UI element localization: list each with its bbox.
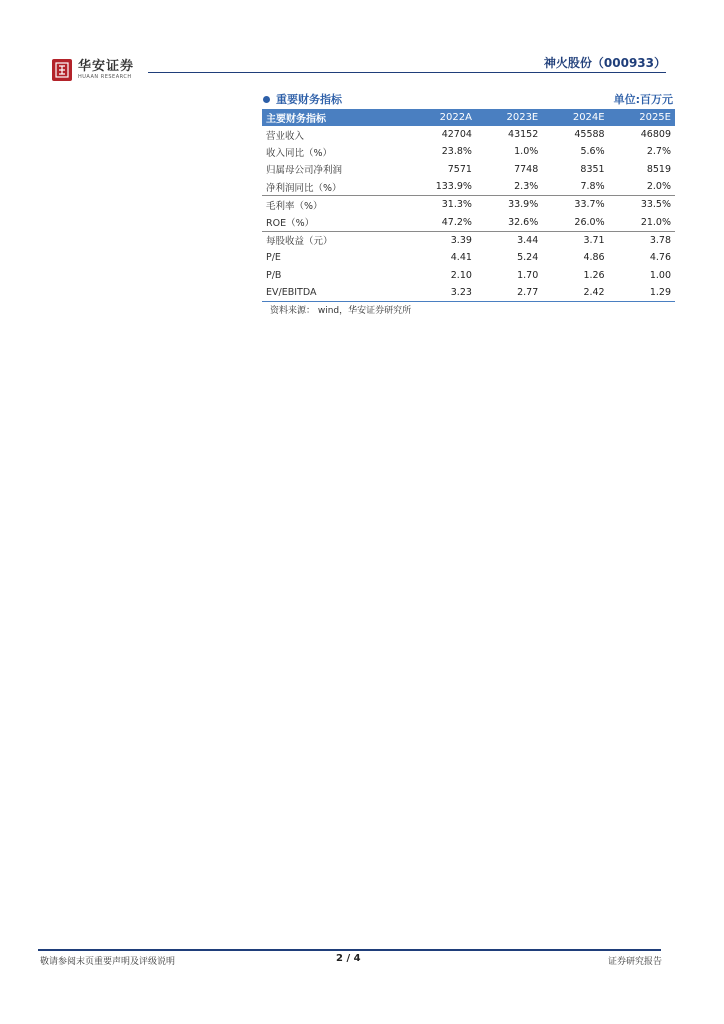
- table-cell: 45588: [574, 129, 605, 141]
- table-cell: 2.10: [450, 269, 472, 281]
- table-cell: 33.7%: [574, 199, 605, 211]
- table-cell: 7571: [447, 163, 472, 175]
- row-label: EV/EBITDA: [262, 284, 402, 302]
- table-cell: 46809: [640, 129, 671, 141]
- table-cell: 7.8%: [542, 178, 608, 196]
- brand-name: 华安证券: [78, 59, 135, 74]
- table-cell: 2.0%: [609, 178, 675, 196]
- table-row: [262, 231, 675, 249]
- seal-icon: [52, 59, 72, 81]
- table-cell: 3.23: [402, 284, 476, 302]
- column-header: 2023E: [476, 109, 542, 126]
- header-divider: [148, 72, 666, 73]
- row-label: 收入同比（%）: [266, 147, 333, 159]
- row-label: 营业收入: [266, 130, 305, 142]
- brand-name-en: HUAAN RESEARCH: [78, 74, 132, 80]
- table-cell: 2.3%: [476, 178, 542, 196]
- table-cell: 4.76: [649, 252, 671, 264]
- column-header: 主要财务指标: [262, 109, 402, 126]
- bullet-icon: [263, 96, 270, 103]
- table-cell: 5.6%: [580, 146, 605, 158]
- table-cell: 32.6%: [476, 213, 542, 231]
- row-label: 每股收益（元）: [266, 236, 333, 248]
- table-cell: 133.9%: [402, 178, 476, 196]
- table-cell: 26.0%: [542, 213, 608, 231]
- table-cell: 1.29: [609, 284, 675, 302]
- table-cell: 8351: [580, 163, 605, 175]
- row-label: 毛利率（%）: [266, 200, 323, 212]
- table-cell: 1.0%: [514, 146, 539, 158]
- table-cell: 8519: [646, 163, 671, 175]
- table-cell: 1.70: [517, 269, 539, 281]
- table-cell: 3.44: [517, 234, 539, 246]
- table-cell: 3.78: [649, 234, 671, 246]
- table-row: [262, 284, 675, 302]
- table-row: [262, 178, 675, 196]
- table-row: [262, 161, 675, 178]
- unit-label: 单位:百万元: [613, 93, 673, 106]
- table-row: [262, 213, 675, 231]
- column-header: 2022A: [402, 109, 476, 126]
- column-header: 2025E: [609, 109, 675, 126]
- table-cell: 47.2%: [402, 213, 476, 231]
- table-cell: 1.00: [649, 269, 671, 281]
- table-cell: 4.41: [450, 252, 472, 264]
- section-title: 重要财务指标: [276, 93, 342, 106]
- table-row: [262, 196, 675, 214]
- table-cell: 23.8%: [441, 146, 472, 158]
- table-header-row: [262, 109, 675, 126]
- report-type: 证券研究报告: [607, 957, 662, 967]
- company-logo: [52, 59, 134, 81]
- table-cell: 2.42: [542, 284, 608, 302]
- table-cell: 43152: [508, 129, 539, 141]
- row-label: 净利润同比（%）: [262, 178, 402, 196]
- table-cell: 2.77: [476, 284, 542, 302]
- row-label: 归属母公司净利润: [266, 165, 343, 177]
- row-label: P/E: [266, 252, 281, 264]
- table-cell: 5.24: [517, 252, 539, 264]
- table-cell: 33.5%: [640, 199, 671, 211]
- table-cell: 3.71: [583, 234, 605, 246]
- row-label: P/B: [266, 269, 282, 281]
- table-cell: 1.26: [583, 269, 605, 281]
- footer-divider: [38, 949, 661, 951]
- table-cell: 4.86: [583, 252, 605, 264]
- data-source-note: 资料来源： wind，华安证券研究所: [270, 306, 412, 316]
- section-header: [263, 91, 673, 107]
- page-number: 2 / 4: [336, 953, 361, 964]
- column-header: 2024E: [542, 109, 608, 126]
- table-row: [262, 126, 675, 143]
- table-row: [262, 266, 675, 283]
- table-row: [262, 143, 675, 160]
- financial-indicators-table: [262, 109, 675, 302]
- report-title: 神火股份（000933）: [543, 56, 666, 70]
- row-label: ROE（%）: [262, 213, 402, 231]
- table-cell: 42704: [441, 129, 472, 141]
- table-row: [262, 249, 675, 266]
- table-cell: 31.3%: [441, 199, 472, 211]
- table-cell: 3.39: [450, 234, 472, 246]
- disclaimer-note: 敬请参阅末页重要声明及评级说明: [40, 957, 176, 967]
- table-cell: 2.7%: [646, 146, 671, 158]
- table-cell: 7748: [514, 163, 539, 175]
- table-cell: 21.0%: [609, 213, 675, 231]
- table-cell: 33.9%: [508, 199, 539, 211]
